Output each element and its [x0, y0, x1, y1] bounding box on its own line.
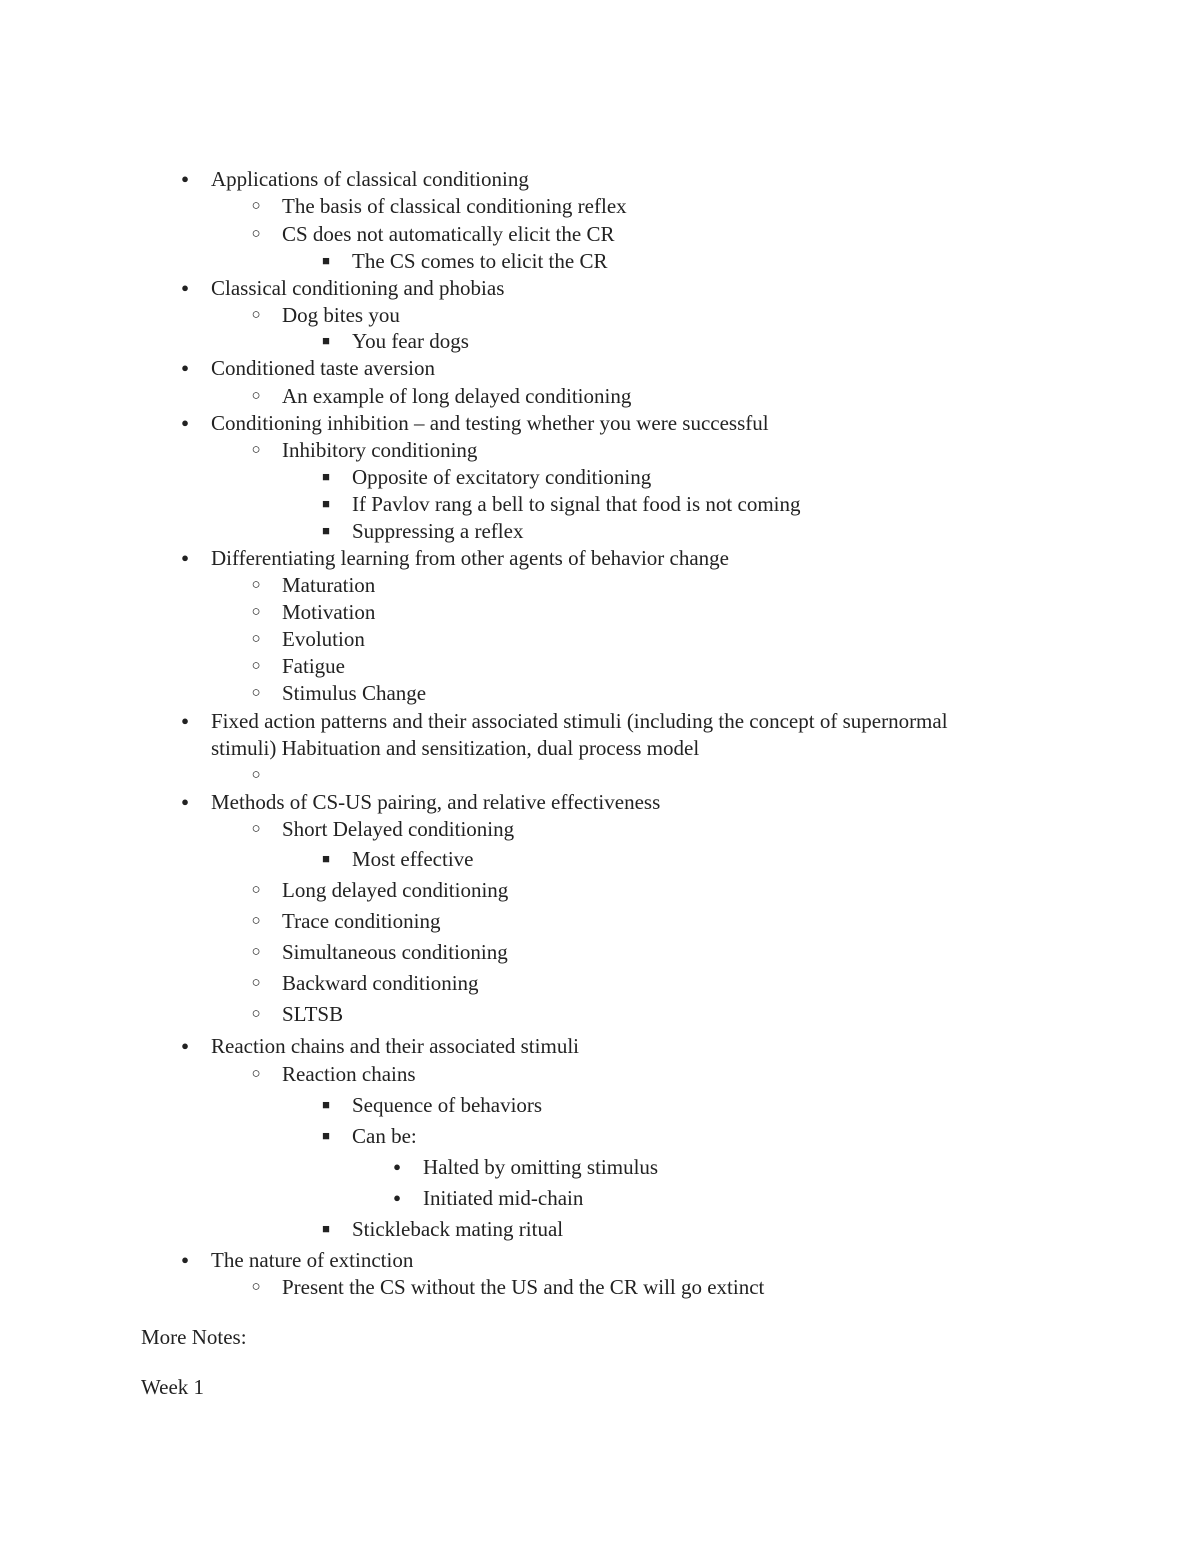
outline-item-level-2: Fatigue	[282, 654, 345, 678]
outline-item-level-2: Backward conditioning	[282, 971, 479, 995]
outline-item-level-2: Short Delayed conditioning	[282, 817, 515, 841]
outline-bullet-level-2: ○	[251, 1006, 261, 1022]
outline-bullet-level-3: ■	[322, 851, 330, 866]
outline-bullet-level-1: ●	[181, 415, 189, 430]
outline-bullet-level-1: ●	[181, 1252, 189, 1267]
outline-bullet-level-3: ■	[322, 253, 330, 268]
outline-item-level-2: SLTSB	[282, 1002, 344, 1026]
outline-item-level-2: Present the CS without the US and the CR will go extinct	[282, 1275, 765, 1299]
outline-bullet-level-4: ●	[393, 1159, 401, 1174]
outline-bullet-level-2: ○	[251, 913, 261, 929]
outline-bullet-level-3: ■	[322, 469, 330, 484]
outline-bullet-level-2: ○	[251, 821, 261, 837]
more-notes-heading: More Notes:	[141, 1325, 247, 1349]
outline-item-level-3: If Pavlov rang a bell to signal that food is not coming	[352, 492, 801, 516]
outline-bullet-level-2: ○	[251, 685, 261, 701]
outline-bullet-level-1: ●	[181, 794, 189, 809]
outline-item-level-2: Motivation	[282, 600, 376, 624]
outline-item-level-2: CS does not automatically elicit the CR	[282, 222, 615, 246]
outline-item-level-1: Classical conditioning and phobias	[211, 276, 505, 300]
outline-bullet-level-3: ■	[322, 1097, 330, 1112]
outline-item-level-1: Reaction chains and their associated stimuli	[211, 1034, 579, 1058]
outline-bullet-level-3: ■	[322, 1128, 330, 1143]
outline-bullet-level-4: ●	[393, 1190, 401, 1205]
outline-bullet-level-2: ○	[251, 226, 261, 242]
outline-item-level-2: Simultaneous conditioning	[282, 940, 508, 964]
outline-item-level-3: Sequence of behaviors	[352, 1093, 543, 1117]
outline-bullet-level-2: ○	[251, 631, 261, 647]
outline-item-level-3: The CS comes to elicit the CR	[352, 249, 608, 273]
outline-item-level-2: Maturation	[282, 573, 376, 597]
outline-item-level-1: Conditioned taste aversion	[211, 356, 435, 380]
outline-bullet-level-2: ○	[251, 658, 261, 674]
outline-bullet-level-2: ○	[251, 307, 261, 323]
outline-item-level-3: Most effective	[352, 847, 474, 871]
outline-item-level-4: Initiated mid-chain	[423, 1186, 584, 1210]
outline-bullet-level-2: ○	[251, 767, 261, 783]
outline-item-level-2: Stimulus Change	[282, 681, 427, 705]
week-heading: Week 1	[141, 1375, 205, 1399]
outline-item-level-1: Methods of CS-US pairing, and relative effectiveness	[211, 790, 661, 814]
outline-bullet-level-2: ○	[251, 1279, 261, 1295]
outline-bullet-level-1: ●	[181, 280, 189, 295]
outline-item-level-1: stimuli) Habituation and sensitization, dual process model	[211, 736, 700, 760]
outline-item-level-2: Dog bites you	[282, 303, 400, 327]
outline-item-level-3: Stickleback mating ritual	[352, 1217, 564, 1241]
outline-bullet-level-1: ●	[181, 360, 189, 375]
outline-bullet-level-2: ○	[251, 604, 261, 620]
outline-bullet-level-1: ●	[181, 713, 189, 728]
outline-bullet-level-2: ○	[251, 1066, 261, 1082]
outline-item-level-1: Conditioning inhibition – and testing whether you were successful	[211, 411, 769, 435]
outline-item-level-1: Applications of classical conditioning	[211, 167, 529, 191]
outline-item-level-1: Differentiating learning from other agents of behavior change	[211, 546, 729, 570]
outline-item-level-3: Suppressing a reflex	[352, 519, 524, 543]
outline-item-level-2: Trace conditioning	[282, 909, 441, 933]
outline-bullet-level-3: ■	[322, 496, 330, 511]
outline-item-level-2: Long delayed conditioning	[282, 878, 509, 902]
outline-bullet-level-1: ●	[181, 550, 189, 565]
outline-item-level-2: Inhibitory conditioning	[282, 438, 478, 462]
outline-bullet-level-2: ○	[251, 198, 261, 214]
outline-item-level-2: Reaction chains	[282, 1062, 416, 1086]
outline-bullet-level-2: ○	[251, 882, 261, 898]
outline-bullet-level-2: ○	[251, 944, 261, 960]
outline-item-level-4: Halted by omitting stimulus	[423, 1155, 659, 1179]
outline-bullet-level-2: ○	[251, 442, 261, 458]
outline-bullet-level-1: ●	[181, 1038, 189, 1053]
outline-item-level-1: Fixed action patterns and their associated stimuli (including the concept of supernormal	[211, 709, 948, 733]
outline-bullet-level-2: ○	[251, 975, 261, 991]
outline-item-level-3: Can be:	[352, 1124, 417, 1148]
outline-bullet-level-3: ■	[322, 1221, 330, 1236]
outline-item-level-2: An example of long delayed conditioning	[282, 384, 632, 408]
outline-bullet-level-2: ○	[251, 388, 261, 404]
outline-item-level-2: Evolution	[282, 627, 365, 651]
outline-item-level-3: Opposite of excitatory conditioning	[352, 465, 652, 489]
outline-bullet-level-3: ■	[322, 523, 330, 538]
outline-item-level-1: The nature of extinction	[211, 1248, 414, 1272]
outline-item-level-2: The basis of classical conditioning reflex	[282, 194, 627, 218]
outline-bullet-level-1: ●	[181, 171, 189, 186]
outline-item-level-3: You fear dogs	[352, 329, 469, 353]
outline-bullet-level-3: ■	[322, 333, 330, 348]
outline-bullet-level-2: ○	[251, 577, 261, 593]
